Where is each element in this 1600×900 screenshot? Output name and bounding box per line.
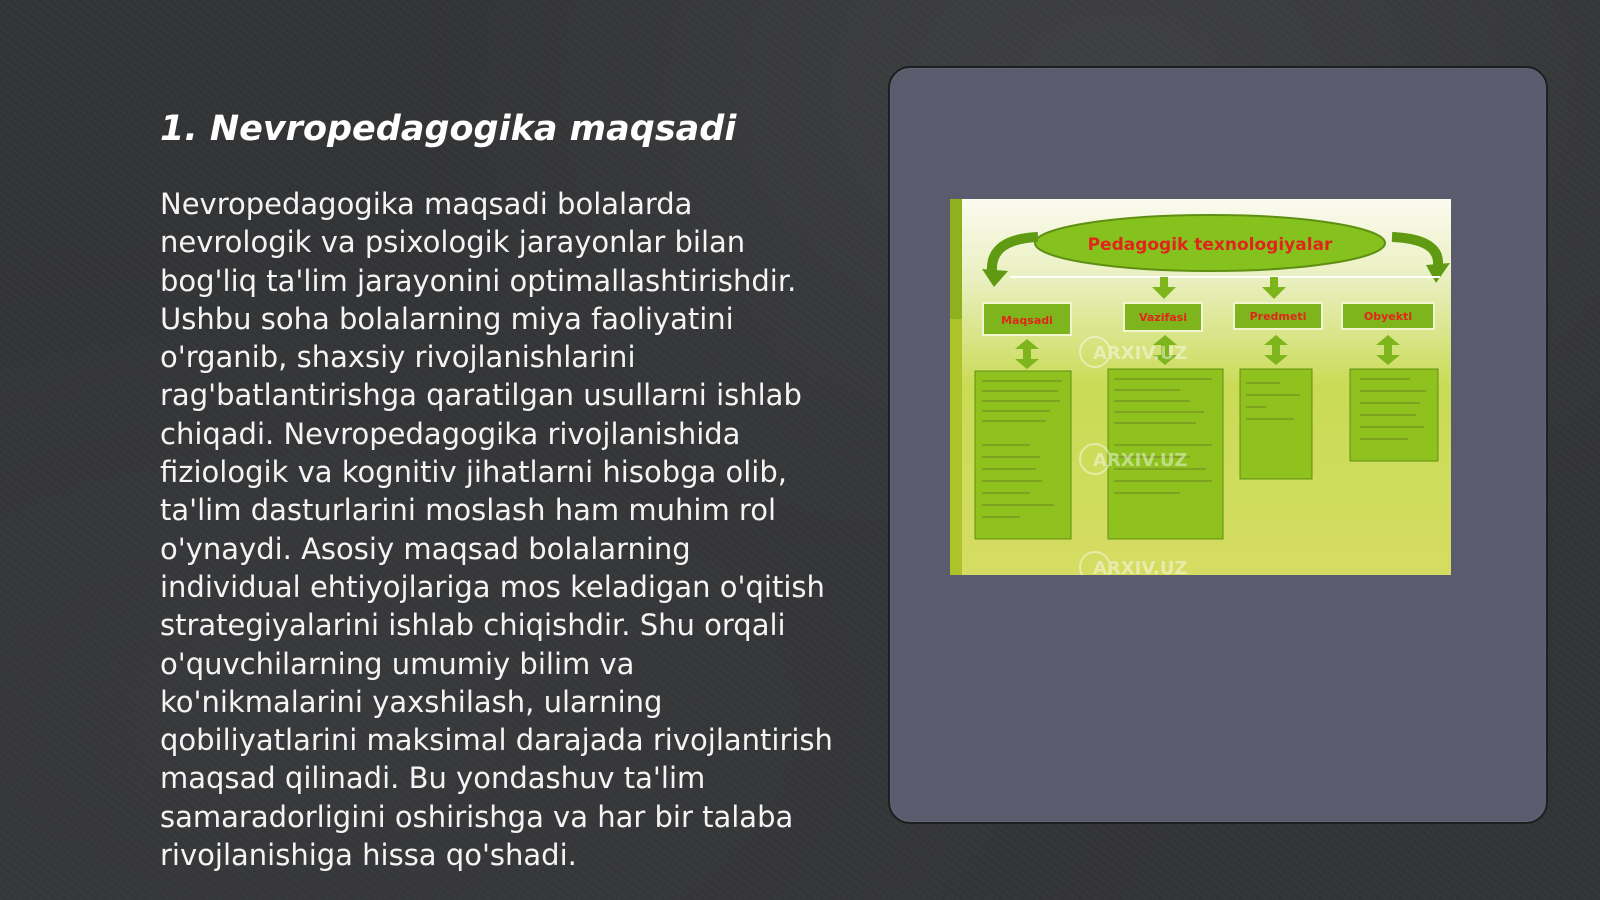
watermark-text: ARXIV.UZ: [1093, 343, 1188, 364]
diagram-box-label: Obyekti: [1363, 310, 1413, 323]
slide-body-text: Nevropedagogika maqsadi bolalarda nevrologik va psixologik jarayonlar bilan bog'liq ta'lim jarayonini optimallashtirishdir. Ushbu soha bolalarning miya faoliyatini o'rganib, shaxsiy rivojlanishlarini rag'batlantirishga qaratilgan usullarni ishlab chiqadi. Nevropedagogika rivojlanishida fiziologik va kognitiv jihatlarni hisobga olib, ta'lim dasturlarini moslash ham muhim rol o'ynaydi. Asosiy maqsad bolalarning individual ehtiyojlariga mos keladigan o'qitish strategiyalarini ishlab chiqishdir. Shu orqali o'quvchilarning umumiy bilim va ko'nikmalarini yaxshilash, ularning qobiliyatlarini maksimal darajada rivojlantirish maqsad qilinadi. Bu yondashuv ta'lim samaradorligini oshirishga va har bir talaba rivojlanishiga hissa qo'shadi.: [160, 187, 833, 873]
diagram-title: Pedagogik texnologiyalar: [1087, 235, 1333, 255]
watermark-text: ARXIV.UZ: [1093, 558, 1188, 575]
watermark-text: ARXIV.UZ: [1093, 450, 1188, 471]
diagram-box-label: Maqsadi: [1001, 314, 1053, 327]
diagram-box-label: Predmeti: [1249, 310, 1307, 323]
diagram-image: [950, 199, 1451, 575]
diagram-box-label: Vazifasi: [1138, 311, 1188, 324]
slide-heading: 1. Nevropedagogika maqsadi: [160, 109, 737, 149]
